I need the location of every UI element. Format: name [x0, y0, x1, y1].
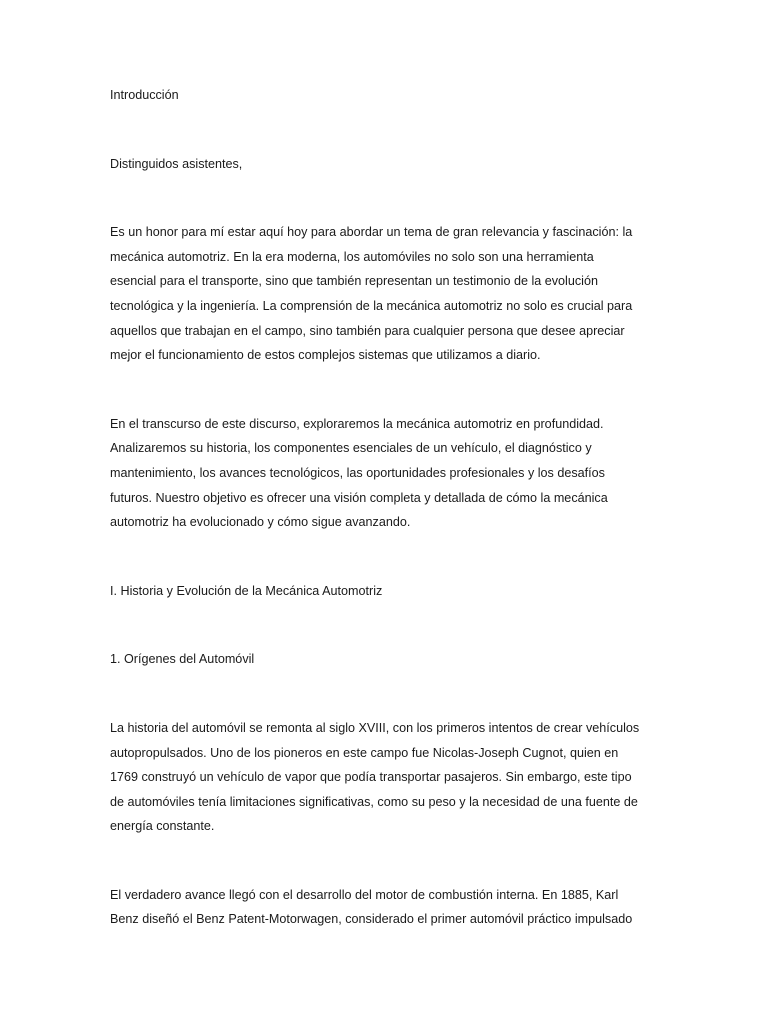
paragraph-line: Analizaremos su historia, los componentes esenciales de un vehículo, el diagnóstico y	[110, 441, 592, 456]
section-heading: I. Historia y Evolución de la Mecánica Automotriz	[110, 583, 383, 598]
paragraph-combustion	[110, 883, 662, 932]
paragraph-line: 1769 construyó un vehículo de vapor que podía transportar pasajeros. Sin embargo, este tipo	[110, 770, 632, 785]
paragraph-line: En el transcurso de este discurso, exploraremos la mecánica automotriz en profundidad.	[110, 416, 604, 431]
greeting: Distinguidos asistentes,	[110, 156, 243, 171]
paragraph-line: aquellos que trabajan en el campo, sino también para cualquier persona que desee apreciar	[110, 323, 625, 338]
paragraph-line: esencial para el transporte, sino que también representan un testimonio de la evolución	[110, 274, 598, 289]
paragraph-line: mecánica automotriz. En la era moderna, los automóviles no solo son una herramienta	[110, 249, 594, 264]
paragraph-line: La historia del automóvil se remonta al siglo XVIII, con los primeros intentos de crear vehículos	[110, 720, 640, 735]
subsection-heading: 1. Orígenes del Automóvil	[110, 652, 255, 667]
paragraph-line: futuros. Nuestro objetivo es ofrecer una visión completa y detallada de cómo la mecánica	[110, 490, 608, 505]
paragraph-line: Benz diseñó el Benz Patent-Motorwagen, considerado el primer automóvil práctico impulsado	[110, 912, 633, 927]
paragraph-line: El verdadero avance llegó con el desarrollo del motor de combustión interna. En 1885, Karl	[110, 887, 619, 902]
paragraph-line: mejor el funcionamiento de estos complejos sistemas que utilizamos a diario.	[110, 348, 541, 363]
paragraph-line: Es un honor para mí estar aquí hoy para abordar un tema de gran relevancia y fascinación: la	[110, 225, 633, 240]
document-body	[110, 83, 662, 932]
paragraph-line: autopropulsados. Uno de los pioneros en este campo fue Nicolas-Joseph Cugnot, quien en	[110, 745, 619, 760]
paragraph-line: mantenimiento, los avances tecnológicos, las oportunidades profesionales y los desafíos	[110, 465, 605, 480]
paragraph-line: energía constante.	[110, 819, 215, 834]
paragraph-intro	[110, 220, 662, 368]
paragraph-line: automotriz ha evolucionado y cómo sigue avanzando.	[110, 515, 411, 530]
paragraph-history	[110, 716, 662, 839]
paragraph-overview	[110, 412, 662, 535]
document-title: Introducción	[110, 88, 179, 102]
paragraph-line: tecnológica y la ingeniería. La comprensión de la mecánica automotriz no solo es crucial para	[110, 298, 633, 313]
paragraph-line: de automóviles tenía limitaciones significativas, como su peso y la necesidad de una fuente de	[110, 794, 638, 809]
